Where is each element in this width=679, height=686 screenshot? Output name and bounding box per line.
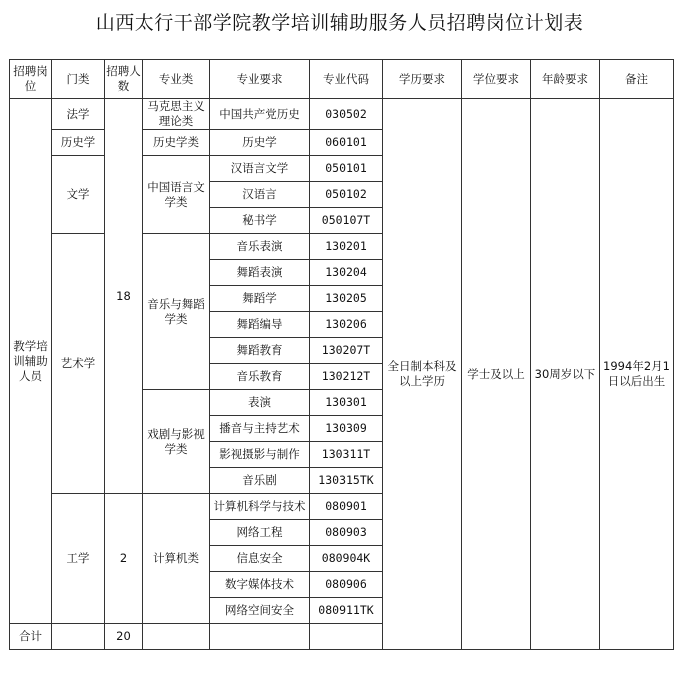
code-cell: 060101	[310, 130, 383, 156]
code-cell: 130309	[310, 416, 383, 442]
header-remark: 备注	[600, 60, 674, 99]
code-cell: 130311T	[310, 442, 383, 468]
major-cell: 汉语言	[210, 182, 310, 208]
table-row	[10, 99, 674, 130]
code-cell: 080906	[310, 572, 383, 598]
code-cell: 080903	[310, 520, 383, 546]
major-cell: 中国共产党历史	[210, 99, 310, 130]
total-empty-cell	[310, 624, 383, 650]
major-cell: 音乐剧	[210, 468, 310, 494]
code-cell: 050102	[310, 182, 383, 208]
major-class-cell: 戏剧与影视学类	[143, 390, 210, 494]
page-title: 山西太行干部学院教学培训辅助服务人员招聘岗位计划表	[95, 12, 584, 34]
major-cell: 汉语言文学	[210, 156, 310, 182]
recruitment-plan-table	[9, 59, 674, 650]
code-cell: 130207T	[310, 338, 383, 364]
major-cell: 网络空间安全	[210, 598, 310, 624]
major-cell: 音乐表演	[210, 234, 310, 260]
header-row	[10, 60, 674, 99]
count-cell: 2	[105, 494, 143, 624]
category-cell: 法学	[52, 99, 105, 130]
header-major-req: 专业要求	[210, 60, 310, 99]
code-cell: 130205	[310, 286, 383, 312]
category-cell: 工学	[52, 494, 105, 624]
header-degree-req: 学位要求	[462, 60, 531, 99]
total-count: 20	[105, 624, 143, 650]
major-cell: 舞蹈编导	[210, 312, 310, 338]
major-cell: 秘书学	[210, 208, 310, 234]
education-cell: 全日制本科及以上学历	[383, 99, 462, 650]
count-cell: 18	[105, 99, 143, 494]
code-cell: 130206	[310, 312, 383, 338]
major-cell: 信息安全	[210, 546, 310, 572]
major-cell: 计算机科学与技术	[210, 494, 310, 520]
code-cell: 030502	[310, 99, 383, 130]
major-cell: 舞蹈表演	[210, 260, 310, 286]
major-class-cell: 音乐与舞蹈学类	[143, 234, 210, 390]
code-cell: 080904K	[310, 546, 383, 572]
code-cell: 130204	[310, 260, 383, 286]
total-label: 合计	[10, 624, 52, 650]
major-cell: 历史学	[210, 130, 310, 156]
major-cell: 网络工程	[210, 520, 310, 546]
category-cell: 艺术学	[52, 234, 105, 494]
code-cell: 130301	[310, 390, 383, 416]
total-empty-cell	[52, 624, 105, 650]
major-class-cell: 马克思主义理论类	[143, 99, 210, 130]
major-cell: 播音与主持艺术	[210, 416, 310, 442]
code-cell: 080901	[310, 494, 383, 520]
age-cell: 30周岁以下	[531, 99, 600, 650]
major-cell: 舞蹈学	[210, 286, 310, 312]
code-cell: 050101	[310, 156, 383, 182]
code-cell: 130315TK	[310, 468, 383, 494]
code-cell: 130201	[310, 234, 383, 260]
major-class-cell: 历史学类	[143, 130, 210, 156]
category-cell: 历史学	[52, 130, 105, 156]
total-empty-cell	[210, 624, 310, 650]
header-age-req: 年龄要求	[531, 60, 600, 99]
major-class-cell: 中国语言文学类	[143, 156, 210, 234]
header-position: 招聘岗位	[10, 60, 52, 99]
major-cell: 表演	[210, 390, 310, 416]
category-cell: 文学	[52, 156, 105, 234]
header-edu-req: 学历要求	[383, 60, 462, 99]
degree-cell: 学士及以上	[462, 99, 531, 650]
header-count: 招聘人数	[105, 60, 143, 99]
major-cell: 音乐教育	[210, 364, 310, 390]
remark-cell: 1994年2月1日以后出生	[600, 99, 674, 650]
header-category: 门类	[52, 60, 105, 99]
total-empty-cell	[143, 624, 210, 650]
header-major-class: 专业类	[143, 60, 210, 99]
major-cell: 数字媒体技术	[210, 572, 310, 598]
code-cell: 130212T	[310, 364, 383, 390]
code-cell: 050107T	[310, 208, 383, 234]
major-cell: 影视摄影与制作	[210, 442, 310, 468]
major-class-cell: 计算机类	[143, 494, 210, 624]
major-cell: 舞蹈教育	[210, 338, 310, 364]
code-cell: 080911TK	[310, 598, 383, 624]
header-major-code: 专业代码	[310, 60, 383, 99]
position-cell: 教学培训辅助人员	[10, 99, 52, 624]
